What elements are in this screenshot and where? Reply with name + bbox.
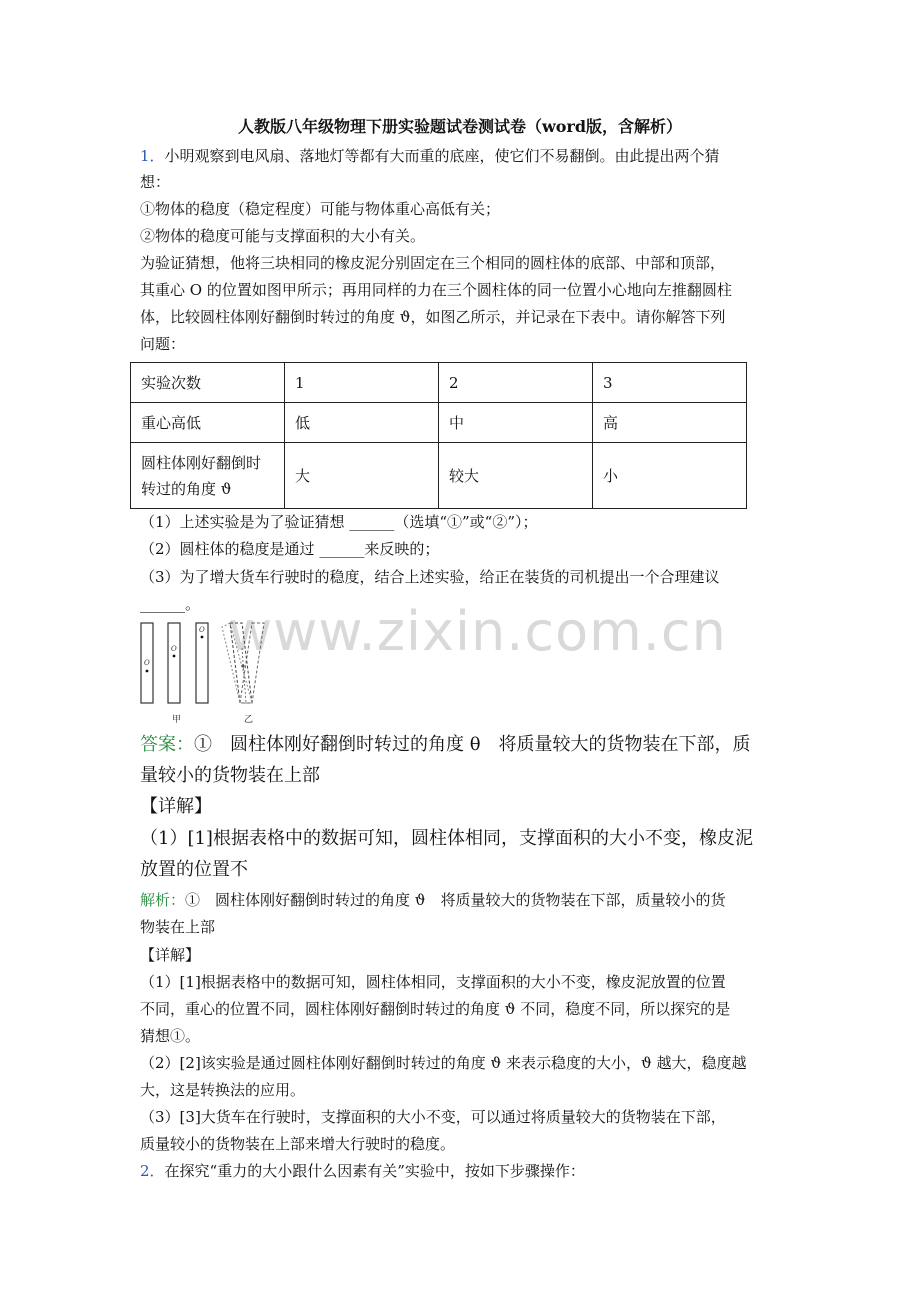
cylinder-mid	[168, 623, 180, 703]
detail-line-3: 猜想①。	[140, 1027, 201, 1045]
label-jia: 甲	[172, 715, 182, 725]
answer-label: 答案：	[140, 734, 194, 755]
q1-line-1: 1．小明观察到电风扇、落地灯等都有大而重的底座，使它们不易翻倒。由此提出两个猜	[140, 147, 720, 165]
q1-sub-3: （3）为了增大货车行驶时的稳度，结合上述实验，给正在装货的司机提出一个合理建议	[140, 568, 720, 586]
table-cell: 3	[593, 363, 747, 403]
cylinder-high	[196, 623, 208, 703]
q1-sub-4: ______。	[140, 595, 201, 613]
answer-line-2: 量较小的货物装在上部	[140, 765, 320, 786]
detail-line-4: （2）[2]该实验是通过圆柱体刚好翻倒时转过的角度 ϑ 来表示稳度的大小，ϑ 越大，稳度越	[140, 1054, 747, 1072]
center-label-high: O	[199, 626, 205, 634]
table-cell: 重心高低	[131, 403, 285, 443]
analysis-line-1: 解析：① 圆柱体刚好翻倒时转过的角度 ϑ 将质量较大的货物装在下部，质量较小的货	[140, 891, 726, 909]
page-title: 人教版八年级物理下册实验题试卷测试卷（word版，含解析）	[237, 117, 683, 136]
center-dot-tilt	[241, 664, 244, 667]
answer-line-1: 答案：① 圆柱体刚好翻倒时转过的角度 θ 将质量较大的货物装在下部，质	[140, 734, 751, 755]
q1-line-8: 问题：	[140, 335, 186, 353]
detail-line-2: 不同，重心的位置不同，圆柱体刚好翻倒时转过的角度 ϑ 不同，稳度不同，所以探究的是	[140, 1000, 731, 1018]
table-cell: 圆柱体刚好翻倒时转过的角度 ϑ	[131, 443, 285, 509]
center-dot-low	[146, 670, 149, 673]
detail-line-7: 质量较小的货物装在上部来增大行驶时的稳度。	[140, 1135, 456, 1153]
table-cell: 低	[285, 403, 439, 443]
q1-line-6: 其重心 O 的位置如图甲所示；再用同样的力在三个圆柱体的同一位置小心地向左推翻圆柱	[140, 281, 732, 299]
cylinder-figure	[134, 618, 274, 726]
detail-line-1: （1）[1]根据表格中的数据可知，圆柱体相同，支撑面积的大小不变，橡皮泥放置的位置	[140, 973, 726, 991]
q1-line-3: ①物体的稳度（稳定程度）可能与物体重心高低有关；	[140, 200, 501, 218]
analysis-line-2: 物装在上部	[140, 918, 216, 936]
table-cell: 中	[439, 403, 593, 443]
watermark: www.zixin.com.cn	[228, 600, 727, 663]
experiment-table	[130, 362, 747, 509]
q2-number: 2．	[140, 1162, 165, 1180]
table-cell: 2	[439, 363, 593, 403]
table-row	[131, 443, 747, 509]
analysis-label: 解析：	[140, 891, 186, 909]
q1-line-4: ②物体的稳度可能与支撑面积的大小有关。	[140, 227, 426, 245]
table-row	[131, 403, 747, 443]
q1-sub-1: （1）上述实验是为了验证猜想 ______（选填“①”或“②”）；	[140, 513, 538, 531]
q1-line-7: 体，比较圆柱体刚好翻倒时转过的角度 ϑ，如图乙所示，并记录在下表中。请你解答下列	[140, 308, 726, 326]
center-label-low: O	[144, 659, 150, 667]
center-label-mid: O	[171, 645, 177, 653]
cylinder-tilted-2	[240, 623, 264, 703]
q1-number: 1．	[140, 147, 165, 165]
detail-heading: 【详解】	[140, 946, 201, 964]
table-cell: 大	[285, 443, 439, 509]
detail-big-line-2: 放置的位置不	[140, 859, 248, 880]
center-dot-high	[201, 636, 204, 639]
detail-heading-big: 【详解】	[140, 796, 212, 817]
table-cell: 实验次数	[131, 363, 285, 403]
table-cell: 1	[285, 363, 439, 403]
q1-line-5: 为验证猜想，他将三块相同的橡皮泥分别固定在三个相同的圆柱体的底部、中部和顶部，	[140, 254, 726, 272]
detail-line-5: 大，这是转换法的应用。	[140, 1081, 306, 1099]
center-dot-mid	[173, 655, 176, 658]
q1-line-2: 想：	[140, 173, 171, 191]
q2-line-1: 2．在探究“重力的大小跟什么因素有关”实验中，按如下步骤操作：	[140, 1162, 585, 1180]
q1-sub-2: （2）圆柱体的稳度是通过 ______来反映的；	[140, 540, 440, 558]
label-yi: 乙	[244, 715, 254, 725]
table-cell: 高	[593, 403, 747, 443]
detail-line-6: （3）[3]大货车在行驶时，支撑面积的大小不变，可以通过将质量较大的货物装在下部，	[140, 1108, 726, 1126]
table-row	[131, 363, 747, 403]
detail-big-line-1: （1）[1]根据表格中的数据可知，圆柱体相同，支撑面积的大小不变，橡皮泥	[140, 828, 753, 849]
table-cell: 较大	[439, 443, 593, 509]
table-cell: 小	[593, 443, 747, 509]
